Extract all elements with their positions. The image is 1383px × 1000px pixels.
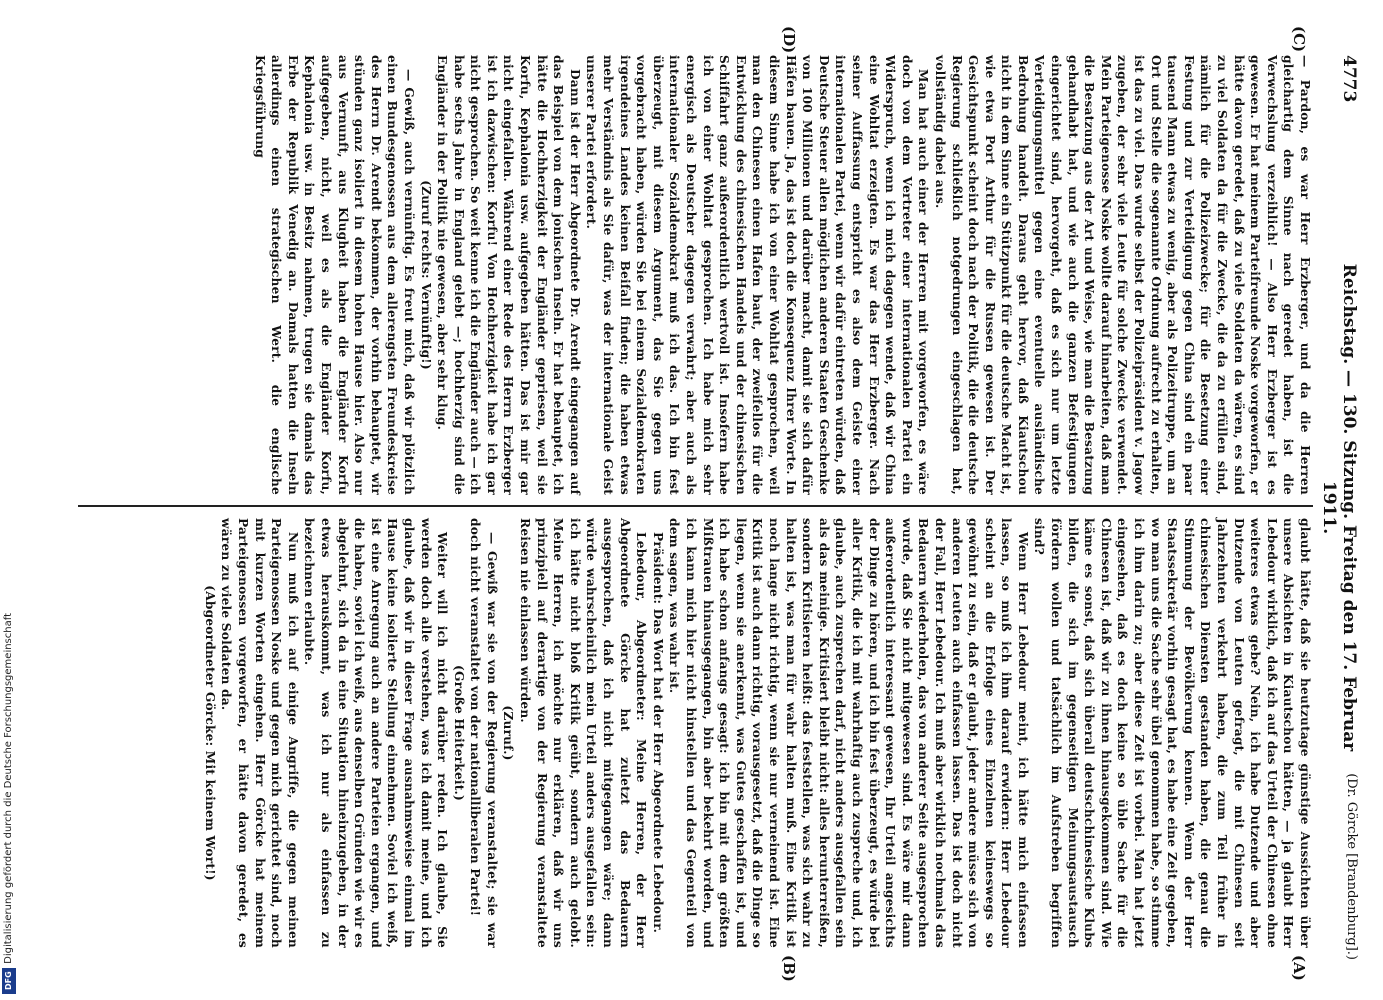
speaker-reference: (Dr. Görcke [Brandenburg].) bbox=[1344, 773, 1359, 960]
page-number: 4773 bbox=[1339, 55, 1359, 103]
margin-marker-b: (B) bbox=[780, 955, 798, 982]
dfg-logo: DFG bbox=[2, 968, 16, 994]
page-header bbox=[1319, 55, 1359, 960]
paragraph: Dann ist der Herr Abgeordnete Dr. Arendt eingegangen auf das Beispiel von dem jonischen Inseln. Er hat behauptet, ich hätte die Hochherzigkeit der Engländer gepriesen, weil sie Korfu, Kephalonia usw. aufgegeben hätten. Das ist mir gar nicht eingefallen. Während einer Rede des Herrn Erzberger ist ich dazwischen: Korfu! Von Hochherzigkeit habe ich gar nicht gesprochen. So weit kenne ich die Engländer auch — ich habe sechs Jahre in England gelebt —; hochherzig sind die Engländer in der Politik nie gewesen, aber sehr klug. bbox=[435, 55, 582, 495]
paragraph: Nun muß ich auf einige Angriffe, die gegen meinen Parteigenossen Noske und gegen mich gerichtet sind, noch mit kurzen Worten eingehen. Herr Görcke hat meinem Parteigenossen vorgeworfen, er hätte davon geredet, es wären zu viele Soldaten da. bbox=[219, 518, 300, 948]
column-divider bbox=[78, 505, 1313, 507]
paragraph: — Pardon, es war Herr Erzberger, und da die Herren gleichartig dem Sinne nach geredet haben, ist die Verwechslung verzeihlich! — Also Herr Erzberger ist es gewesen. Er hat meinem Parteifreunde Noske vorgeworfen, er hätte davon geredet, daß zu viele Soldaten da wären, es sind zu viel Soldaten da für die Zwecke, die da zu erfüllen sind, nämlich für die Polizeizwecke; für die Besetzung einer Festung und zur Verteidigung gegen China sind ein paar tausend Mann etwas zu wenig, aber als Polizeitruppe, um an Ort und Stelle die sogenannte Ordnung aufrecht zu erhalten, ist das zu viel. Das wurde selbst der Polizeipräsident v. Jagow zugeben, der sehr viele Leute für solche Zwecke verwendet. Mein Parteigenosse Noske wollte darauf hinarbeiten, daß man die Besatzung aus der Art und Weise, wie man die Besatzung gehandhabt hat, und wie auch die ganzen Befestigungen eingerichtet sind, hervorgeht, daß es sich nur um letzte Verteidigungsmittel gegen eine eventuelle ausländische Bedrohung handelt. Daraus geht hervor, daß Kiautschou nicht in dem Sinne ein Stützpunkt für die deutsche Macht ist, wie etwa Port Arthur für die Russen gewesen ist. Der Gesichtspunkt scheint doch nach der Politik, die die deutsche Regierung schließlich notgedrungen eingeschlagen hat, vollständig dabei aus. bbox=[932, 55, 1312, 495]
interjection: (Zuruf.) bbox=[501, 705, 516, 761]
paragraph: glaubt hätte, daß sie heutzutage günstige Aussichten über unsere Absichten in Kiautschou hätten, — ja glaubt Herr Lebedour wirklich, daß ich auf das Urteil der Chinesen ohne weiteres etwas gebe? Nein, ich habe Dutzende und aber Dutzende von Leuten gefragt, die mit Chinesen seit Jahrzehnten verkehrt haben, die zum Teil früher in chinesischen Diensten gestanden haben, die genau die Stimmung der Bevölkerung kennen. Wenn der Herr Staatssekretär vorhin gesagt hat, es habe eine Zeit gegeben, wo man uns die Sache sehr übel genommen habe, so stimme ich ihm darin zu; aber diese Zeit ist vorbei. Man hat jetzt eingesehen, daß es doch keine so üble Sache für die Chinesen ist, daß wir zu ihnen hinausgekommen sind. Wie käme es sonst, daß sich überall deutschchinesische Klubs bilden, die sich im gegenseitigen Meinungsaustausch fördern wollen und tatsächlich im Aufstreben begriffen sind? bbox=[1032, 518, 1312, 948]
left-column bbox=[80, 55, 1313, 495]
paragraph: Man hat auch einer der Herren mit vorgeworfen, es wäre doch von dem Vertreter einer internationalen Partei ein Widerspruch, wenn ich mich dagegen wende, daß wir China eine Wohltat erzeigten. Es war das Herr Erzberger. Nach seiner Auffassung entspricht es also dem Geiste einer internationalen Partei, wenn wir dafür eintreten würden, daß Deutsche Steuer allen möglichen anderen Staaten Geschenke von 100 Millionen und darüber macht, damit sie sich dafür Häfen bauen. Ja, das ist doch die Konsequenz Ihrer Worte. In diesem Sinne habe ich von einer Wohltat gesprochen, weil man den Chinesen einen Hafen baut, der zweifellos für die Entwicklung des chinesischen Handels und der chinesischen Schiffahrt ganz außerordentlich wertvoll ist. Insofern habe ich von einer Wohltat gesprochen. Ich habe mich sehr energisch als Deutscher dagegen verwahrt; aber auch als internationaler Sozialdemokrat muß ich das. Ich bin fest überzeugt, mit diesem Argument, das Sie gegen uns vorgebracht haben, würden Sie bei einem Sozialdemokraten irgendeines Landes keinen Beifall finden; die haben etwas mehr Verständnis als Sie dafür, was der internationale Geist unserer Partei erfordert. bbox=[584, 55, 931, 495]
paragraph: Lebedour, Abgeordneter: Meine Herren, der Herr Abgeordnete Görcke hat zuletzt das Bedauern ausgesprochen, daß ich nicht mitgegangen wäre; dann würde wahrscheinlich mein Urteil anders ausgefallen sein: ich hätte nicht bloß Kritik geübt, sondern auch gelobt. Meine Herren, ich möchte nur erklären, daß wir uns prinzipiell auf derartige von der Regierung veranstaltete Reisen nie einlassen würden. bbox=[518, 518, 649, 948]
right-column bbox=[80, 518, 1313, 948]
interjection: (Große Heiterkeit.) bbox=[451, 665, 466, 801]
margin-marker-a: (A) bbox=[1290, 955, 1308, 981]
session-title: Reichstag. — 130. Sitzung. Freitag den 17. Februar 1911. bbox=[1319, 263, 1359, 752]
paragraph: Präsident: Das Wort hat der Herr Abgeordnete Lebedour. bbox=[650, 532, 665, 934]
paragraph: — Gewiß war sie von der Regierung veranstaltet; sie war doch nicht veranstaltet von der nationalliberalen Partei! bbox=[468, 518, 499, 948]
digitization-credit: Digitalisierung gefördert durch die Deutsche Forschungsgemeinschaft bbox=[3, 613, 14, 964]
interjection: (Zuruf rechts: Vernünftig!) bbox=[418, 180, 433, 370]
paragraph: Weiter will ich nicht darüber reden. Ich glaube, Sie werden doch alle verstehen, was ich damit meine, und ich glaube, daß wir in dieser Frage ausnahmsweise einmal im Hause keine isolierte Stellung einnehmen. Soviel ich weiß, ist eine Anregung auch an andere Parteien ergangen, und die haben, soviel ich weiß, aus denselben Gründen wie wir es abgelehnt, sich da in eine Situation hineinzugeben, in der etwas herauskommt, was ich nur als einfassen zu bezeichnen erlaubte. bbox=[302, 518, 450, 948]
paragraph: — Gewiß, auch vernünftig. Es freut mich, daß wir plötzlich einen Bundesgenossen aus dem allerengsten Freundeskreise des Herrn Dr. Arendt bekommen, der vorhin behauptet, wir stünden ganz isoliert in diesem hohen Hause hier. Also nur aus Vernunft, aus Klugheit haben die Engländer Korfu aufgegeben, nicht, weil es als die Engländer Korfu, Kephalonia usw. in Besitz nahmen, trugen sie damals das Erbe der Republik Venedig an. Damals hatten die Inseln allerdings einen strategischen Wert. die englische Kriegsführung bbox=[252, 55, 416, 495]
margin-marker-c: (C) bbox=[1290, 26, 1308, 53]
margin-marker-d: (D) bbox=[780, 26, 798, 54]
interjection: (Abgeordneter Görcke: Mit keinem Wort!) bbox=[202, 585, 217, 881]
paragraph: Wenn Herr Lebedour meint, ich hätte mich einfassen lassen, so muß ich ihm darauf erwidern: Herr Lebedour scheint an die Erfolge eines Einzelnen keineswegs so gewöhnt zu sein, daß er glaubt, jeder andere müsse sich von anderen Leuten auch einfassen lassen. Das ist doch nicht der Fall, Herr Lebedour. Ich muß aber wirklich nochmals das Bedauern wiederholen, das von anderer Seite ausgesprochen wurde, daß Sie nicht mitgewesen sind. Es wäre mir dann außerordentlich interessant gewesen, Ihr Urteil angesichts der Dinge zu hören, und ich bin fest überzeugt, es würde bei aller Kritik, die ich mit wahrhaftig auch zuspreche und, ich glaube, auch zusprechen darf, nicht anders ausgefallen sein als das meinige. Kritisiert bleibt nicht: alles herunterreißen, sondern Kritisieren heißt: das feststellen, was sich wahr zu halten ist, was man für wahr halten muß. Eine Kritik ist noch lange nicht richtig, wenn sie nur verneinend ist. Eine Kritik ist auch dann richtig, vorausgesetzt, daß die Dinge so liegen, wenn sie anerkennt, was Gutes geschaffen ist, und ich habe schon anfangs gesagt: ich bin mit dem größten Mißtrauen hinausgegangen, bin aber bekehrt worden, und ich kann mich hier nicht hinstellen und das Gegenteil von dem sagen, was wahr ist. bbox=[667, 518, 1030, 948]
